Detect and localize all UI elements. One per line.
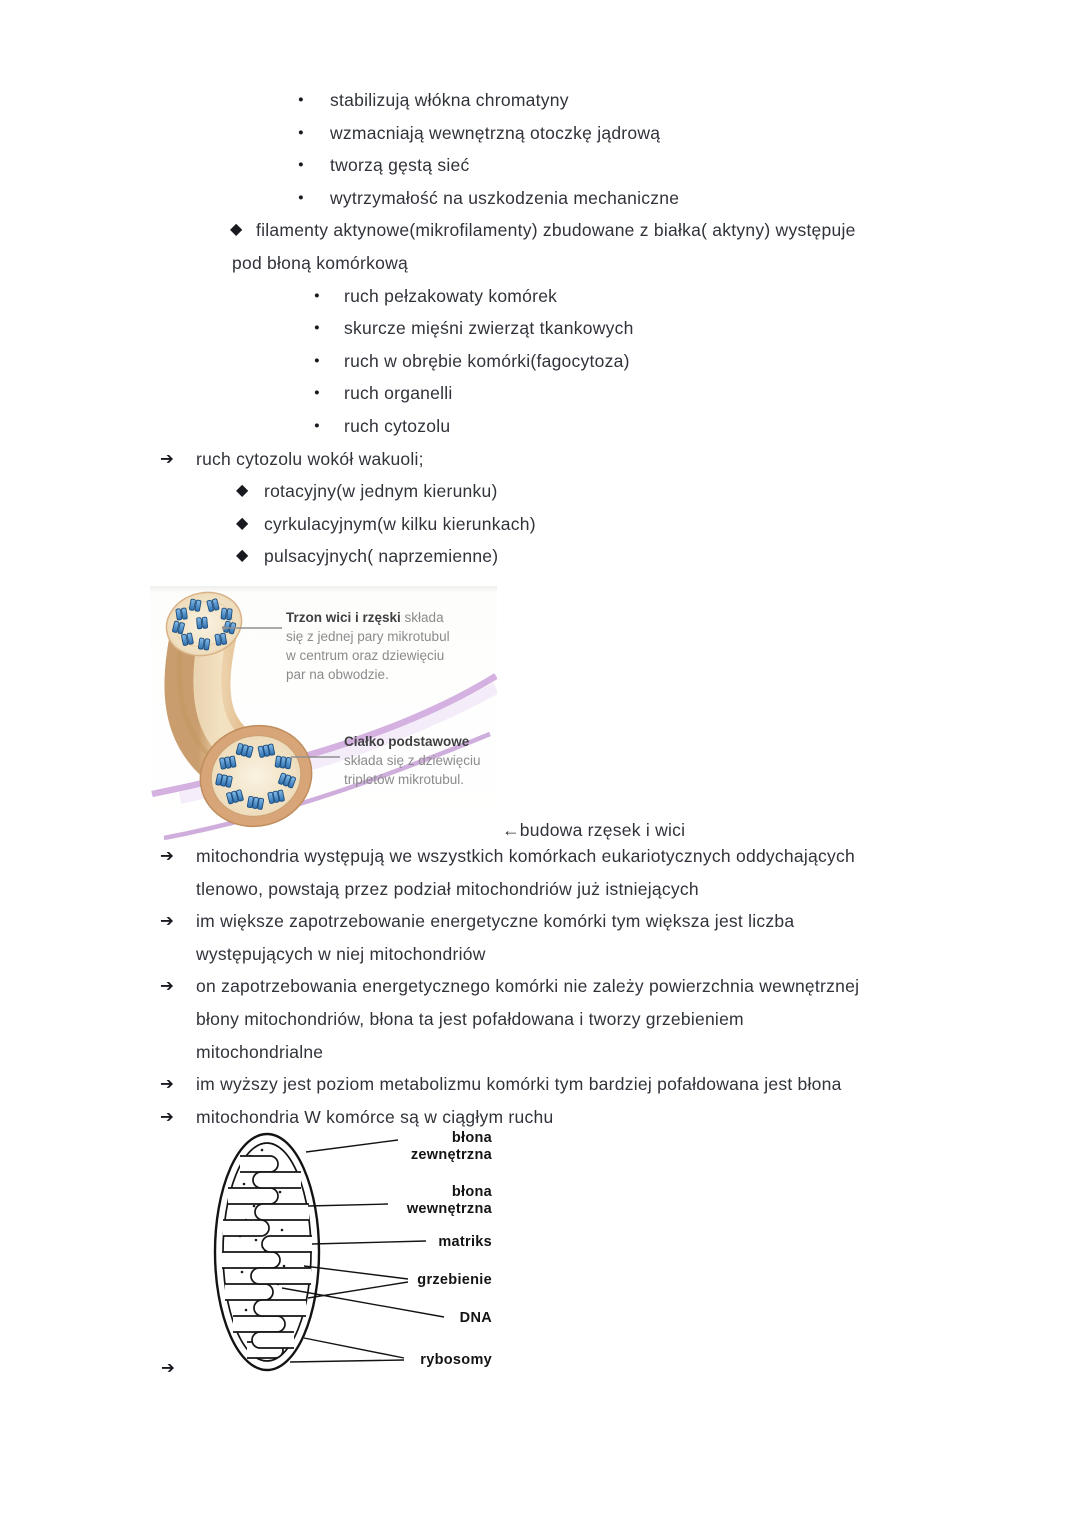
- list-item-wrap-line: [0, 247, 1080, 280]
- list-item-text: im większe zapotrzebowanie energetyczne komórki tym większa jest liczba: [196, 911, 795, 932]
- basal-body-label-title: Ciałko podstawowe: [344, 734, 470, 749]
- notes-section-top: [0, 84, 1080, 573]
- list-item-text: ruch cytozolu wokół wakuoli;: [196, 448, 424, 469]
- list-item: [0, 540, 1080, 573]
- label-inner-membrane: wewnętrzna: [406, 1201, 492, 1217]
- list-item: [0, 214, 1080, 247]
- list-item: [0, 312, 1080, 345]
- arrow-bullet-icon: ➔: [160, 912, 175, 931]
- arrow-bullet-icon: ➔: [160, 449, 175, 468]
- list-item-text: ruch cytozolu: [344, 415, 451, 436]
- shaft-label: [286, 608, 450, 684]
- list-item-text: skurcze mięśni zwierząt tkankowych: [344, 318, 634, 339]
- arrow-bullet-icon: ➔: [160, 1107, 175, 1126]
- diamond-bullet-icon: ◆: [236, 482, 249, 500]
- label-outer-membrane: błona: [451, 1130, 492, 1146]
- list-item: [0, 84, 1080, 117]
- list-item-text: im wyższy jest poziom metabolizmu komórki tym bardziej pofałdowana jest błona: [196, 1074, 842, 1095]
- diamond-bullet-icon: ◆: [230, 221, 243, 239]
- list-item: [0, 508, 1080, 541]
- shaft-label-text: par na obwodzie.: [286, 667, 389, 682]
- list-item: [0, 280, 1080, 313]
- list-item-text: pod błoną komórkową: [232, 252, 408, 273]
- bullet-dot-icon: ●: [298, 94, 304, 105]
- bullet-dot-icon: ●: [298, 191, 304, 203]
- arrow-bullet-icon: ➔: [160, 977, 175, 996]
- list-item: [0, 443, 1080, 476]
- list-item-text: mitochondria występują we wszystkich komórkach eukariotycznych oddychających: [196, 846, 855, 866]
- list-item: [0, 970, 1080, 1003]
- basal-body-label: [344, 732, 481, 789]
- figure-caption: ←budowa rzęsek i wici: [502, 820, 686, 840]
- list-item-wrap-line: [0, 873, 1080, 906]
- arrow-bullet-icon: ➔: [160, 847, 175, 865]
- list-item-text: błony mitochondriów, błona ta jest pofałdowana i tworzy grzebieniem: [196, 1008, 744, 1029]
- list-item-text: wytrzymałość na uszkodzenia mechaniczne: [330, 187, 680, 208]
- cilium-structure-figure: [150, 586, 497, 841]
- list-item: [0, 377, 1080, 410]
- list-item-text: cyrkulacyjnym(w kilku kierunkach): [264, 513, 536, 534]
- mitochondrion-diagram: [210, 1126, 500, 1376]
- mitochondrion-figure: [210, 1126, 500, 1376]
- list-item-wrap-line: [0, 1036, 1080, 1069]
- list-item: [0, 149, 1080, 182]
- bullet-dot-icon: ●: [314, 387, 320, 399]
- arrow-bullet-icon: ➔: [160, 1075, 175, 1094]
- list-item: [0, 345, 1080, 378]
- list-item: [0, 182, 1080, 215]
- arrow-bullet-icon: ➔: [161, 1359, 175, 1377]
- list-item-text: ruch organelli: [344, 383, 453, 404]
- list-item-wrap-line: [0, 938, 1080, 971]
- list-item-text: pulsacyjnych( naprzemienne): [264, 546, 499, 567]
- label-inner-membrane: błona: [451, 1184, 492, 1200]
- list-item: [0, 905, 1080, 938]
- bullet-dot-icon: ●: [314, 419, 320, 431]
- label-matrix: matriks: [438, 1234, 492, 1250]
- list-item-text: ruch w obrębie komórki(fagocytoza): [344, 350, 630, 371]
- bullet-dot-icon: ●: [314, 354, 320, 366]
- basal-body-label-text: składa się z dziewięciu: [344, 753, 481, 768]
- bullet-dot-icon: ●: [314, 289, 320, 301]
- list-item-text: on zapotrzebowania energetycznego komórki nie zależy powierzchnia wewnętrznej: [196, 976, 860, 997]
- list-item-text: ruch pełzakowaty komórek: [344, 285, 558, 306]
- bullet-dot-icon: ●: [298, 159, 304, 171]
- list-item-text: mitochondria W komórce są w ciągłym ruchu: [196, 1106, 554, 1127]
- list-item: [0, 1068, 1080, 1101]
- basal-body-label-text: tripletów mikrotubul.: [344, 772, 465, 787]
- list-item-text: stabilizują włókna chromatyny: [330, 90, 569, 110]
- list-item: [0, 1101, 1080, 1134]
- list-item-wrap-line: [0, 1003, 1080, 1036]
- list-item-text: tworzą gęstą sieć: [330, 155, 470, 176]
- list-item: [0, 475, 1080, 508]
- label-ribosomes: rybosomy: [420, 1352, 492, 1368]
- shaft-label-text: w centrum oraz dziewięciu: [286, 648, 445, 663]
- diamond-bullet-icon: ◆: [236, 547, 249, 565]
- notes-section-mitochondria: [0, 840, 1080, 1133]
- diamond-bullet-icon: ◆: [236, 514, 249, 532]
- shaft-label-text: się z jednej pary mikrotubul: [286, 629, 450, 644]
- label-cristae: grzebienie: [417, 1272, 492, 1288]
- bullet-dot-icon: ●: [298, 126, 304, 138]
- label-dna: DNA: [459, 1310, 492, 1326]
- shaft-label-title: Trzon wici i rzęski: [286, 610, 401, 625]
- list-item: [0, 410, 1080, 443]
- list-item-text: rotacyjny(w jednym kierunku): [264, 481, 498, 502]
- shaft-label-text: składa: [400, 610, 444, 625]
- bullet-dot-icon: ●: [314, 322, 320, 334]
- list-item-text: występujących w niej mitochondriów: [196, 943, 486, 964]
- list-item-text: wzmacniają wewnętrzną otoczkę jądrową: [330, 122, 661, 143]
- list-item: [0, 117, 1080, 150]
- list-item-text: tlenowo, powstają przez podział mitochondriów już istniejących: [196, 878, 699, 899]
- label-outer-membrane: zewnętrzna: [410, 1147, 492, 1163]
- list-item-text: mitochondrialne: [196, 1041, 324, 1062]
- list-item: [0, 840, 1080, 873]
- list-item-text: filamenty aktynowe(mikrofilamenty) zbudowane z białka( aktyny) występuje: [256, 220, 856, 241]
